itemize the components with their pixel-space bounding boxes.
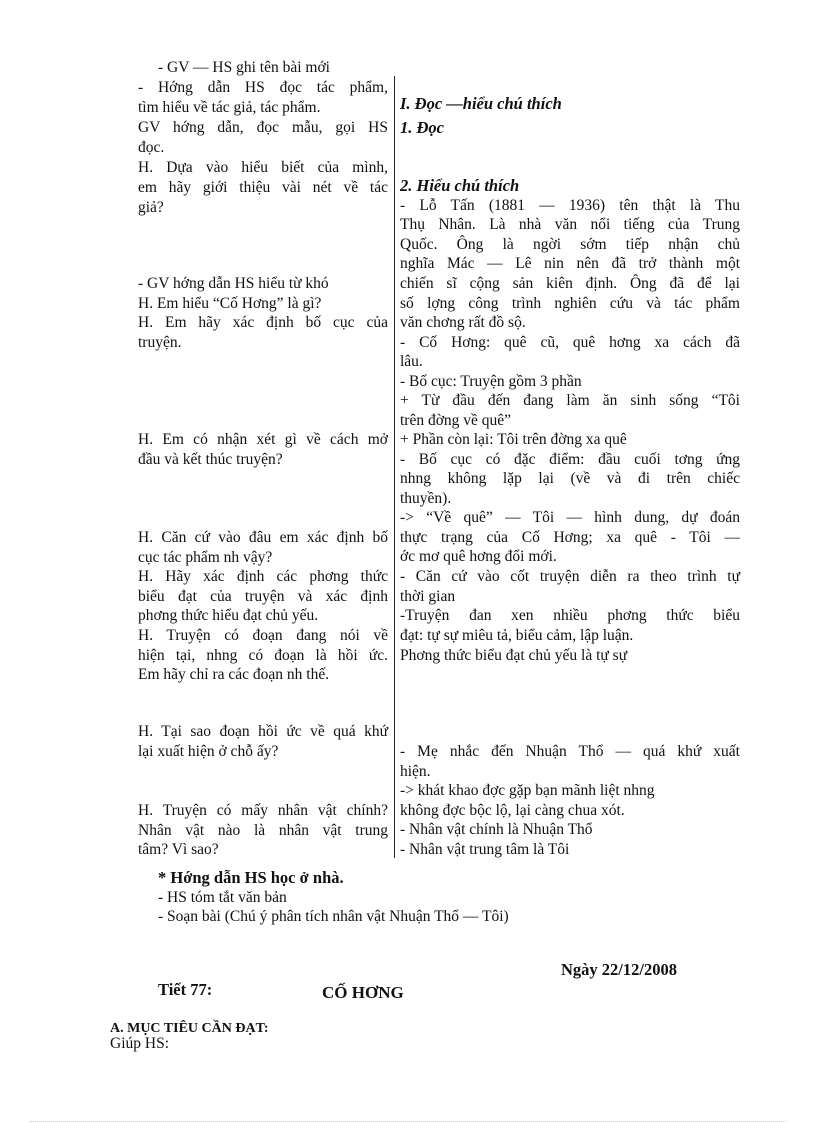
teacher-activity-line: Nhân vật nào là nhân vật trung [138,822,388,839]
content-line: - Bố cục có đặc điểm: đầu cuối tơng ứng [400,451,740,468]
content-line: -Truyện đan xen nhiều phơng thức biểu [400,607,740,624]
teacher-activity-line: em hãy giới thiệu vài nét về tác [138,179,388,196]
period-label: Tiết 77: [158,980,213,999]
content-line: - Bố cục: Truyện gồm 3 phần [400,373,582,390]
content-heading: 2. Hiểu chú thích [400,176,520,195]
teacher-activity-line: biểu đạt của truyện và xác định [138,588,388,605]
teacher-activity-line: H. Tại sao đoạn hồi ức về quá khứ [138,723,388,740]
teacher-activity-line: giả? [138,199,164,216]
column-divider [394,76,395,858]
section-heading: A. MỤC TIÊU CẦN ĐẠT: [110,1021,269,1036]
teacher-activity-line: H. Em hiểu “Cố Hơng” là gì? [138,295,322,312]
content-line: ớc mơ quê hơng đổi mới. [400,548,557,565]
teacher-activity-line: - Hớng dẫn HS đọc tác phẩm, [138,79,388,96]
teacher-activity-line: H. Em có nhận xét gì về cách mở [138,431,388,448]
content-line: không đợc bộc lộ, lại càng chua xót. [400,802,625,819]
content-line: Quốc. Ông là ngời sớm tiếp nhận chủ [400,236,740,253]
teacher-activity-line: GV hớng dẫn, đọc mẫu, gọi HS [138,119,388,136]
content-line: thời gian [400,588,456,605]
content-line: -> khát khao đợc gặp bạn mãnh liệt nhng [400,782,655,799]
teacher-activity-line: H. Căn cứ vào đâu em xác định bố [138,529,388,546]
content-line: chiến sĩ cộng sản kiên định. Ông đã để lại [400,275,740,292]
content-line: -> “Về quê” — Tôi — hình dung, dự đoán [400,509,740,526]
teacher-activity-line: - GV hớng dẫn HS hiểu từ khó [138,275,329,292]
teacher-activity-line: tìm hiểu về tác giả, tác phẩm. [138,99,321,116]
teacher-activity-line: tâm? Vì sao? [138,841,219,858]
content-line: thực trạng của Cố Hơng; xa quê - Tôi — [400,529,740,546]
page-bottom-rule [30,1121,786,1122]
content-line: trên đờng về quê” [400,412,512,429]
content-line: + Từ đầu đến đang làm ăn sinh sống “Tôi [400,392,740,409]
content-line: - Căn cứ vào cốt truyện diễn ra theo trình tự [400,568,740,585]
content-line: văn chơng rất đồ sộ. [400,314,526,331]
content-line: - Lỗ Tấn (1881 — 1936) tên thật là Thu [400,197,740,214]
homework-heading: * Hớng dẫn HS học ở nhà. [158,868,344,887]
lesson-date: Ngày 22/12/2008 [561,960,677,979]
teacher-activity-line: H. Dựa vào hiểu biết của mình, [138,159,388,176]
teacher-activity-line: H. Hãy xác định các phơng thức [138,568,388,585]
lesson-title: CỐ HƠNG [322,983,404,1002]
content-line: - Cố Hơng: quê cũ, quê hơng xa cách đã [400,334,740,351]
teacher-activity-line: H. Truyện có mấy nhân vật chính? [138,802,388,819]
teacher-activity-line: H. Em hãy xác định bố cục của [138,314,388,331]
teacher-activity-line: - GV — HS ghi tên bài mới [158,59,330,76]
teacher-activity-line: đọc. [138,139,165,156]
teacher-activity-line: phơng thức hiểu đạt chủ yếu. [138,607,319,624]
homework-item: - HS tóm tắt văn bản [158,889,287,906]
content-line: hiện. [400,763,431,780]
content-heading: 1. Đọc [400,118,444,137]
teacher-activity-line: hiện tại, nhng có đoạn là hồi ức. [138,647,388,664]
teacher-activity-line: truyện. [138,334,182,351]
content-line: thuyền). [400,490,452,507]
teacher-activity-line: lại xuất hiện ở chỗ ấy? [138,743,279,760]
content-line: Phơng thức biểu đạt chủ yếu là tự sự [400,647,628,664]
content-line: Thụ Nhân. Là nhà văn nổi tiếng của Trung [400,216,740,233]
content-line: - Nhân vật trung tâm là Tôi [400,841,570,858]
homework-item: - Soạn bài (Chú ý phân tích nhân vật Nhuận Thổ — Tôi) [158,908,509,925]
content-line: số lợng công trình nghiên cứu và tác phẩm [400,295,740,312]
teacher-activity-line: cục tác phẩm nh vậy? [138,549,273,566]
content-line: đạt: tự sự miêu tả, biểu cảm, lập luận. [400,627,634,644]
content-heading: I. Đọc —hiểu chú thích [400,94,562,113]
section-intro: Giúp HS: [110,1035,169,1052]
content-line: + Phần còn lại: Tôi trên đờng xa quê [400,431,627,448]
content-line: nghĩa Mác — Lê nin nên đã trở thành một [400,255,740,272]
teacher-activity-line: Em hãy chỉ ra các đoạn nh thế. [138,666,330,683]
teacher-activity-line: H. Truyện có đoạn đang nói về [138,627,388,644]
teacher-activity-line: đầu và kết thúc truyện? [138,451,283,468]
content-line: lâu. [400,353,423,370]
content-line: - Nhân vật chính là Nhuận Thổ [400,821,593,838]
content-line: - Mẹ nhắc đến Nhuận Thổ — quá khứ xuất [400,743,740,760]
content-line: nhng không lặp lại (về và đi trên chiếc [400,470,740,487]
